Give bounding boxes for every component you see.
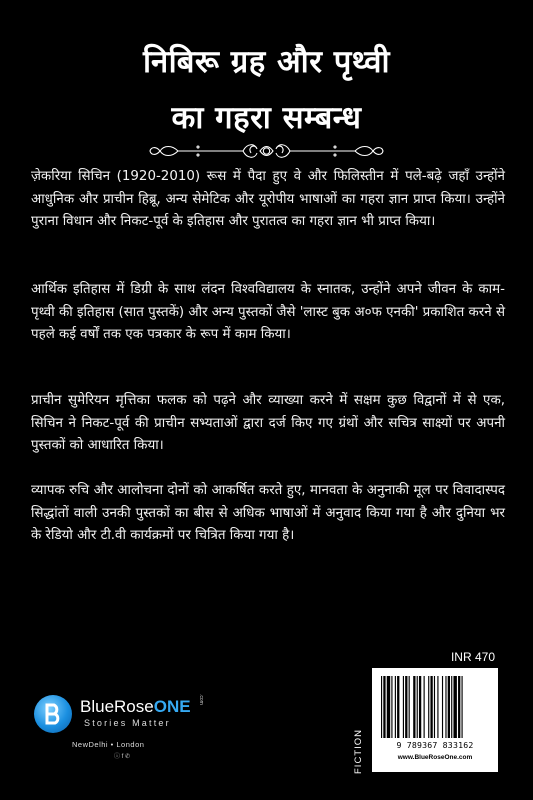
publisher-name-part2: ONE	[153, 697, 191, 716]
bio-paragraph-1: ज़ेकरिया सिचिन (1920-2010) रूस में पैदा हुए वे और फिलिस्तीन में पले-बढ़े जहाँ उन्होंने आधुनिक और प्राचीन हिब्रू, अन्य सेमेटिक और यूरोपीय भाषाओं का गहरा ज्ञान प्राप्त किया। उन्होंने पुराना विधान और निकट-पूर्व के इतिहास और पुरातत्व का गहरा ज्ञान भी प्राप्त किया।	[31, 169, 505, 229]
publisher-name	[80, 697, 191, 717]
genre-label: FICTION	[353, 729, 364, 774]
ornamental-divider-icon	[148, 141, 385, 161]
social-icons: ⓘ f ✆	[114, 754, 131, 760]
bio-paragraph-3: प्राचीन सुमेरियन मृत्तिका फलक को पढ़ने और व्याख्या करने में सक्षम कुछ विद्वानों में से एक, सिचिन ने निकट-पूर्व की प्राचीन सभ्यताओं द्वारा दर्ज किए गए ग्रंथों और सचित्र साक्ष्यों पर अपनी पुस्तकों को आधारित किया।	[31, 393, 505, 453]
publisher-name-part1: BlueRose	[80, 697, 154, 716]
bio-paragraph-2: आर्थिक इतिहास में डिग्री के साथ लंदन विश्वविद्यालय के स्नातक, उन्होंने अपने जीवन के काम- पृथ्वी की इतिहास (सात पुस्तकें) और अन्य पुस्तकों जैसे 'लास्ट बुक अ०फ एनकी' प्रकाशित करने से पहले कई वर्षों तक एक पत्रकार के रूप में काम किया।	[31, 282, 505, 342]
barcode	[372, 668, 498, 772]
barcode-bars	[379, 676, 491, 740]
bio-paragraph-4: व्यापक रुचि और आलोचना दोनों को आकर्षित करते हुए, मानवता के अनुनाकी मूल पर विवादास्पद सिद्धांतों वाली उनकी पुस्तकों का बीस से अधिक भाषाओं में अनुवाद किया गया है और दुनिया भर के रेडियो और टी.वी कार्यक्रमों पर चित्रित किया गया है।	[31, 483, 505, 543]
price-label: INR 470	[450, 650, 495, 664]
publisher-com: .com	[198, 694, 204, 705]
isbn-number: 9 789367 833162	[396, 740, 474, 750]
publisher-tagline: Stories Matter	[84, 718, 171, 728]
publisher-cities: NewDelhi • London	[72, 740, 145, 749]
letter-b-icon	[44, 703, 62, 725]
publisher-logo	[28, 690, 228, 760]
book-title-line-1: निबिरू ग्रह और पृथ्वी	[142, 44, 391, 80]
book-title-line-2: का गहरा सम्बन्ध	[171, 100, 362, 136]
publisher-url: www.BlueRoseOne.com	[397, 754, 473, 761]
